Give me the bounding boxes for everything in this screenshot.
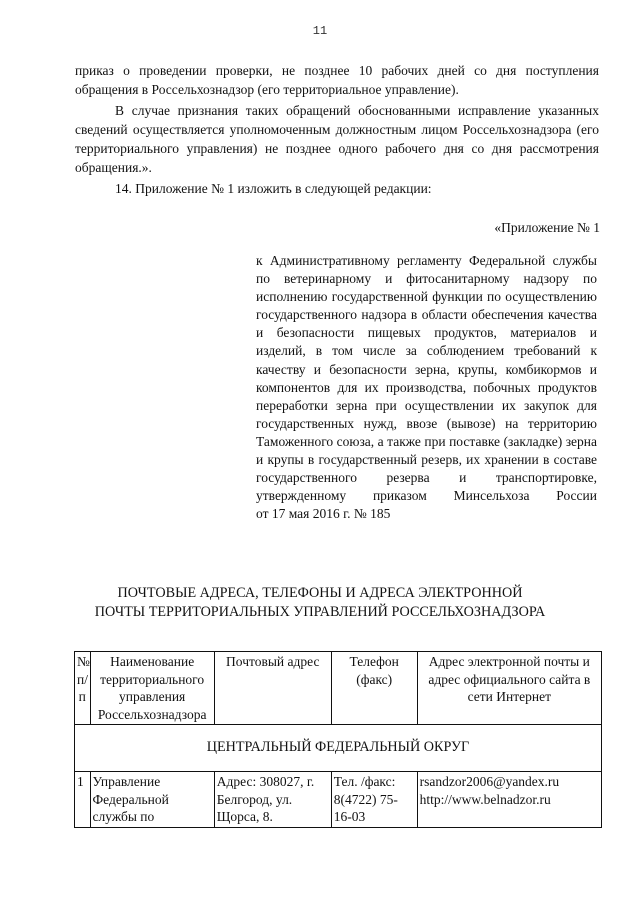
table-title xyxy=(0,584,640,621)
approval-text: к Административному регламенту Федеральной службы по ветеринарному и фитосанитарному надзору по исполнению государственной функции по осуществлению государственного надзора в области обеспечения качества и безопасности пищевых продуктов, материалов и изделий, в том числе за соблюдением требований к качеству и безопасности зерна, крупы, комбикормов и компонентов для их производства, побочных продуктов переработки зерна при осуществлении их закупок для государственных нужд, ввозе (вывозе) на территорию Таможенного союза, а также при поставке (закладке) зерна и крупы в государственный резерв, их хранении в составе государственного резерва и транспортировке, утвержденному приказом Минсельхоза России xyxy=(256,253,597,504)
row-name: Управление Федеральной службы по xyxy=(90,772,214,828)
row-postal: Адрес: 308027, г. Белгород, ул. Щорса, 8. xyxy=(214,772,331,828)
header-postal: Почтовый адрес xyxy=(214,652,331,725)
page-number: 11 xyxy=(312,24,328,38)
paragraph-amendment-14: 14. Приложение № 1 изложить в следующей редакции: xyxy=(115,181,432,196)
table-title-line2: ПОЧТЫ ТЕРРИТОРИАЛЬНЫХ УПРАВЛЕНИЙ РОССЕЛЬХОЗНАДЗОРА xyxy=(94,603,546,620)
header-email: Адрес электронной почты и адрес официального сайта в сети Интернет xyxy=(417,652,601,725)
approval-date: от 17 мая 2016 г. № 185 xyxy=(256,506,391,522)
district-cell xyxy=(75,725,602,772)
district-label: ЦЕНТРАЛЬНЫЙ ФЕДЕРАЛЬНЫЙ ОКРУГ xyxy=(206,739,470,756)
header-num: № п/п xyxy=(75,652,91,725)
approval-block xyxy=(256,252,597,523)
row-email-link[interactable]: rsandzor2006@yandex.ru xyxy=(419,774,560,789)
header-phone: Телефон (факс) xyxy=(331,652,417,725)
table-row xyxy=(75,772,602,828)
district-row xyxy=(75,725,602,772)
header-name: Наименование территориального управления Россельхознадзора xyxy=(90,652,214,725)
paragraph-correction: В случае признания таких обращений обоснованными исправление указанных сведений осуществляется уполномоченным должностным лицом Россельхознадзора (его территориального управления) не позднее одного рабочего дня со дня рассмотрения обращения.». xyxy=(75,103,599,175)
row-site-link[interactable]: http://www.belnadzor.ru xyxy=(419,791,551,807)
row-contacts xyxy=(417,772,601,828)
table-header-row xyxy=(75,652,602,725)
row-num: 1 xyxy=(75,772,91,828)
table-title-line1: ПОЧТОВЫЕ АДРЕСА, ТЕЛЕФОНЫ И АДРЕСА ЭЛЕКТРОННОЙ xyxy=(117,585,523,601)
row-phone: Тел. /факс: 8(4722) 75-16-03 xyxy=(331,772,417,828)
appendix-heading: «Приложение № 1 xyxy=(494,220,600,235)
address-table xyxy=(74,651,602,828)
paragraph-inspection-order: приказ о проведении проверки, не позднее 10 рабочих дней со дня поступления обращения в Россельхознадзор (его территориальное управление). xyxy=(75,63,599,97)
